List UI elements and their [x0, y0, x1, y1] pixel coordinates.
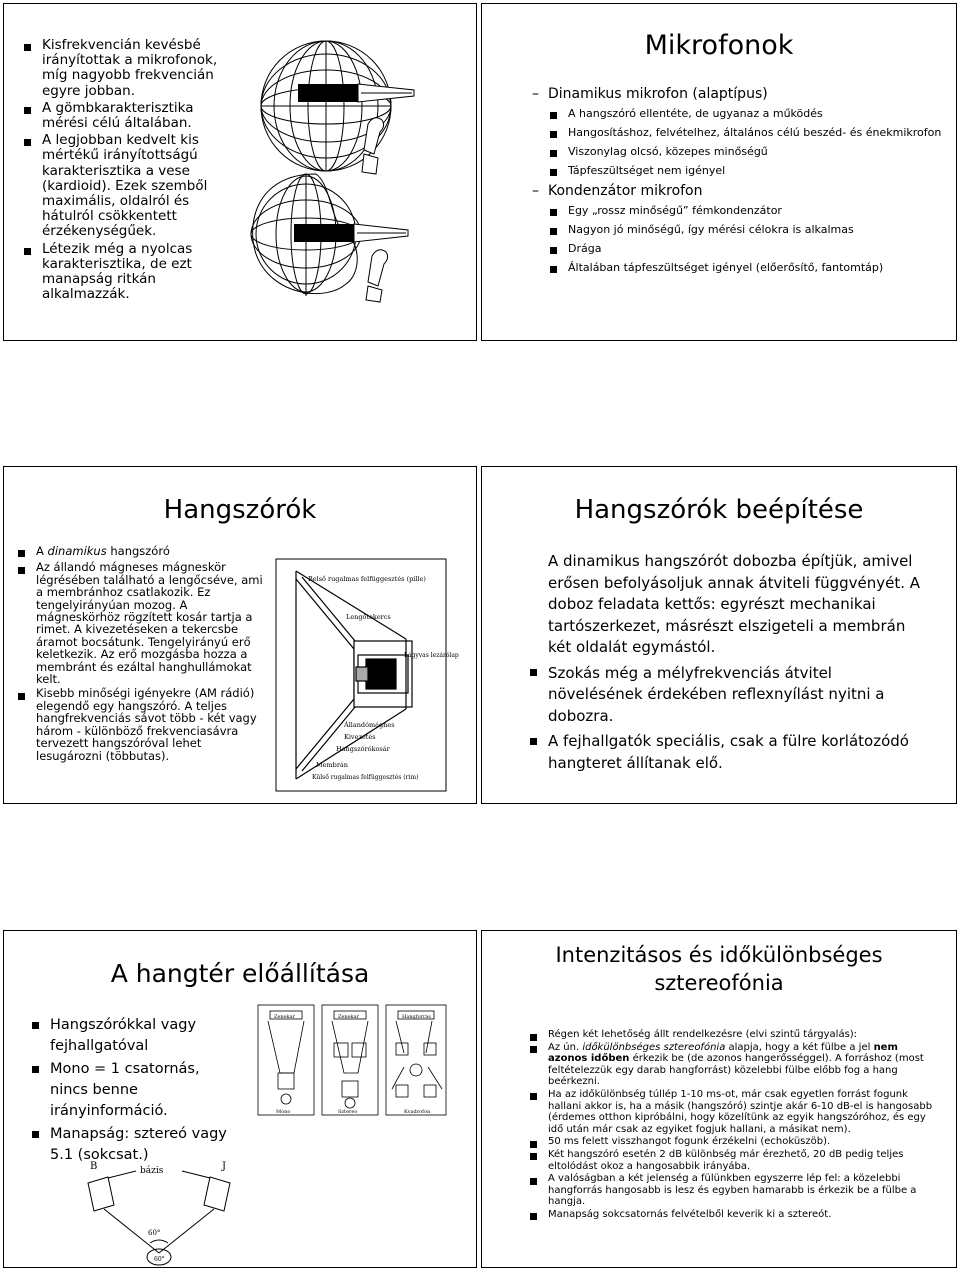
- slide6-bullet: Két hangszóró esetén 2 dB különbség már érezhető, 20 dB pedig teljes eltolódást okoz a hangosabbik irányába.: [530, 1149, 940, 1172]
- label-top: Hangforrás: [402, 1014, 431, 1020]
- label-edge: Külső rugalmas felfüggesztés (rim): [312, 774, 419, 781]
- slide4-bullet: A fejhallgatók speciális, csak a fülre korlátozódó hangteret állítanak elő.: [530, 731, 922, 774]
- label-top: Zenekar: [338, 1014, 360, 1020]
- slide4-bullet-list: [530, 663, 922, 775]
- slide3-intro: A dinamikus hangszóró: [18, 545, 268, 557]
- slide-5: [3, 930, 477, 1268]
- section-items: [550, 107, 942, 178]
- label-bottom: Mono: [276, 1109, 291, 1115]
- label-right: J: [222, 1161, 227, 1172]
- section-item: Általában tápfeszültséget igényel (előerősítő, fantomtáp): [550, 261, 942, 275]
- speaker-cross-section-figure: [276, 559, 459, 791]
- section-item: Hangosításhoz, felvételhez, általános célú beszéd- és énekmikrofon: [550, 126, 942, 140]
- slide6-bullet: Régen két lehetőség állt rendelkezésre (elvi szintű tárgyalás):: [530, 1029, 940, 1041]
- label-bottom: Sztereo: [338, 1109, 358, 1115]
- bold-term: nem azonos időben: [548, 1041, 898, 1065]
- label-bottom: Kvadrofon: [404, 1109, 431, 1115]
- slide-title: Hangszórók beépítése: [574, 495, 864, 525]
- slide3-bullet: Az állandó mágneses mágneskör légrésében található a lengőcséve, ami a membránhoz csatlakozik. Ez tengelyirányúan mozog. A mágneskörhöz rögzített kosár tartja a rimet. A kivezetéseken a tekercsbe áramot bocsátunk. Tengelyirányú erő keletkezik. Az erő mozgásba hozza a membránt és ezáltal hanghullámokat kelt.: [18, 561, 268, 685]
- slide-title: Hangszórók: [163, 495, 317, 525]
- italic-term: dinamikus: [47, 544, 107, 558]
- section-item: A hangszóró ellentéte, de ugyanaz a működés: [550, 107, 942, 121]
- slide-title: A hangtér előállítása: [110, 959, 370, 988]
- label-basket: Hangszórókosár: [336, 745, 390, 753]
- slide4-content: [512, 551, 922, 774]
- slide1-bullet: A gömbkarakterisztika mérési célú általában.: [24, 101, 224, 131]
- slide3-bullet: Kisebb minőségi igényekre (AM rádió) elegendő egy hangszóró. A teljes hangfrekvenciás sávot több - két vagy három - különböző frekvenciasávra tervezett hangszóróval lehet lesugározni (többutas).: [18, 687, 268, 761]
- section-item: Nagyon jó minőségű, így mérési célokra is alkalmas: [550, 223, 942, 237]
- polar-pattern-figure: [236, 34, 432, 304]
- stereo-base-figure: [74, 1149, 244, 1267]
- label-angle: 60°: [148, 1229, 161, 1237]
- slide-title: Intenzitásos és időkülönbséges sztereofónia: [555, 943, 883, 995]
- slide6-bullet: A valóságban a két jelenség a fülünkben egyszerre lép fel: a közelebbi hangforrás hangosabb is lesz és egyben hamarabb is érkezik be a fülbe a hangja.: [530, 1173, 940, 1208]
- slide-1: [3, 3, 477, 341]
- label-top: Zenekar: [274, 1014, 296, 1020]
- stereo-setup-figure: [254, 1003, 454, 1123]
- section-heading: – Kondenzátor mikrofon: [532, 183, 942, 199]
- section-item: Viszonylag olcsó, közepes minőségű: [550, 145, 942, 159]
- section-heading: – Dinamikus mikrofon (alaptípus): [532, 86, 942, 102]
- slide3-text: [18, 545, 268, 762]
- section-items: [550, 204, 942, 275]
- slide2-content: [532, 86, 942, 280]
- slide1-bullet-list: [24, 38, 224, 302]
- slide4-paragraph: A dinamikus hangszórót dobozba építjük, amivel erősen befolyásoljuk annak átviteli függvényét. A doboz feladata kettős: egyrészt mechanikai tartószerkezet, másrészt elszigeteli a membrán két oldalát egymástól.: [548, 552, 921, 656]
- slide5-bullet-list: [32, 1015, 232, 1166]
- slide6-bullet: Ha az időkülönbség túllép 1-10 ms-ot, már csak egyetlen forrást fogunk hallani akkor is, ha a másik (hangszóró) szintje akár 6-10 dB-el is hangosabb (érdemes otthon kipróbálni, hogy közelítünk az egyik hangszóróhoz, és egy idő után már csak az egyiket fogjuk hallani, a másikat nem).: [530, 1089, 940, 1135]
- slide-title: Mikrofonok: [644, 30, 794, 61]
- label-terminals: Kivezetés: [344, 733, 376, 741]
- slide3-bullet-list: [18, 545, 268, 762]
- slide-4: [481, 466, 957, 804]
- section-item: Tápfeszültséget nem igényel: [550, 164, 942, 178]
- slide4-bullet: Szokás még a mélyfrekvenciás átvitel növelésének érdekében reflexnyílást nyitni a dobozra.: [530, 663, 922, 728]
- label-left: B: [90, 1161, 98, 1172]
- slide5-bullet: Manapság: sztereó vagy 5.1 (sokcsat.): [32, 1124, 232, 1166]
- slide6-bullet: 50 ms felett visszhangot fogunk érzékelni (echoküszöb).: [530, 1136, 940, 1148]
- slide5-bullet: Mono = 1 csatornás, nincs benne irányinformáció.: [32, 1059, 232, 1122]
- slide1-bullet: Létezik még a nyolcas karakterisztika, de ezt manapság ritkán alkalmazzák.: [24, 242, 224, 303]
- label-membrane: Membrán: [316, 761, 348, 769]
- label-outer-suspension: Belső rugalmas felfüggesztés (pille): [308, 575, 426, 583]
- label-angle: 60°: [154, 1256, 165, 1263]
- label-plate: Lágyvas lezárólap: [404, 652, 459, 659]
- section-item: Drága: [550, 242, 942, 256]
- slide5-bullet: Hangszórókkal vagy fejhallgatóval: [32, 1015, 232, 1057]
- label-voice-coil: Lengőtekercs: [346, 613, 391, 621]
- slide1-bullet: Kisfrekvencián kevésbé irányítottak a mikrofonok, míg nagyobb frekvencián egyre jobban.: [24, 38, 224, 99]
- label-magnet: Állandómágnes: [344, 721, 395, 729]
- italic-term: időkülönbséges sztereofónia: [582, 1041, 726, 1053]
- slide6-bullet: Manapság sokcsatornás felvételből keverik ki a sztereót.: [530, 1209, 940, 1221]
- section-item: Egy „rossz minőségű” fémkondenzátor: [550, 204, 942, 218]
- slide1-bullet: A legjobban kedvelt kis mértékű irányítottságú karakterisztika a vese (kardioid). Ezek szemből maximális, oldalról és hátulról csökkentett érzékenységűek.: [24, 133, 224, 239]
- slide-2: [481, 3, 957, 341]
- label-base: bázis: [140, 1166, 164, 1176]
- slide6-bullet-rich: Az ún. időkülönbséges sztereofónia alapja, hogy a két fülbe a jel nem azonos időben érkezik be (de azonos hangerősséggel). A forráshoz (most feltételezzük egy darab hangforrást) közelebbi fülbe előbb fog a hang beérkezni.: [530, 1042, 940, 1088]
- slide-6: [481, 930, 957, 1268]
- slide6-bullet-list: [530, 1029, 940, 1221]
- slide-3: [3, 466, 477, 804]
